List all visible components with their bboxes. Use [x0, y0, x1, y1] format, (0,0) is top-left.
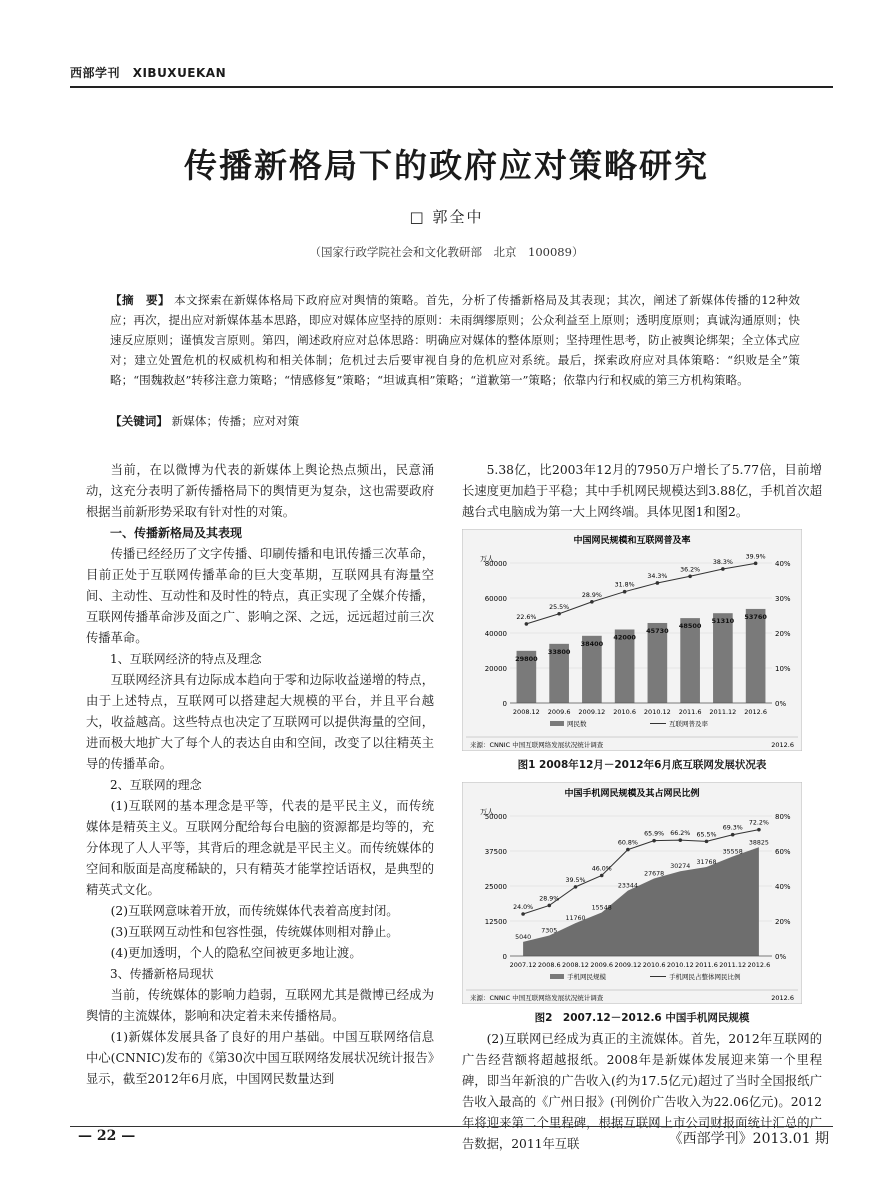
paragraph: (4)更加透明，个人的隐私空间被更多地让渡。 [110, 946, 362, 960]
bar-value-label: 48500 [678, 622, 702, 631]
page-number: — 22 — [78, 1128, 136, 1144]
y2-tick-label: 40% [775, 883, 791, 891]
x-tick-label: 2010.6 [613, 708, 636, 716]
percent-point [548, 904, 552, 908]
y2-tick-label: 0% [775, 700, 787, 708]
x-tick-label: 2012.6 [744, 708, 767, 716]
x-tick-label: 2011.6 [695, 961, 718, 969]
percent-label: 36.2% [680, 566, 701, 574]
header-rule [70, 86, 833, 88]
section-heading: 一、传播新格局及其表现 [110, 526, 243, 540]
source-note: 来源：CNNIC 中国互联网络发展状况统计调查 [470, 741, 604, 749]
bar-value-label: 29800 [515, 654, 538, 663]
paragraph: 互联网经济具有边际成本趋向于零和边际收益递增的特点，由于上述特点，互联网可以搭建起大规模的平台，并且平台越大，收益越高。这些特点也决定了互联网可以提供海量的空间，进而极大地扩大了每个人的表达自由和空间，改变了以往精英主导的传播革命。 [86, 673, 434, 771]
percent-point [688, 575, 692, 579]
abstract-text: 本文探索在新媒体格局下政府应对舆情的策略。首先，分析了传播新格局及其表现；其次，阐述了新媒体传播的12种效应；再次，提出应对新媒体基本思路，即应对媒体应坚持的原则：未雨绸缪原则；公众利益至上原则；透明度原则；真诚沟通原则；快速反应原则；谨慎发言原则。第四，阐述政府应对总体思路：明确应对媒体的整体原则；坚持理性思考，防止被舆论绑架；全立体式应对；建立处置危机的权威机构和相关体制；危机过去后要审视自身的危机应对系统。最后，探索政府应对具体策略：“织败是全”策略；“围魏救赵”转移注意力策略；“情感修复”策略；“坦诚真相”策略；“道歉第一”策略；依靠内行和权威的第三方机构策略。 [110, 293, 800, 387]
area-value-label: 23344 [617, 882, 638, 890]
percent-label: 65.5% [696, 831, 717, 839]
paragraph: 当前，传统媒体的影响力趋弱，互联网尤其是微博已经成为舆情的主流媒体，影响和决定着未来传播格局。 [86, 988, 434, 1023]
x-tick-label: 2009.12 [578, 708, 606, 716]
paragraph: 5.38亿，比2003年12月的7950万户增长了5.77倍，目前增长速度更加趋于平稳；其中手机网民规模达到3.88亿，手机首次超越台式电脑成为第一大上网终端。具体见图1和图2。 [462, 463, 822, 519]
percent-point [600, 874, 604, 878]
bar-value-label: 45730 [646, 626, 669, 635]
figure-1 [462, 529, 822, 751]
percent-label: 66.2% [670, 830, 691, 838]
percent-point [590, 600, 594, 604]
keywords-label: 【关键词】 [110, 414, 168, 428]
percent-label: 38.3% [712, 558, 733, 566]
abstract [110, 290, 800, 390]
paragraph: (1)新媒体发展具备了良好的用户基础。中国互联网络信息中心(CNNIC)发布的《第30次中国互联网络发展状况统计报告》显示，截至2012年6月底，中国网民数量达到 [86, 1030, 434, 1086]
percent-label: 31.8% [614, 581, 635, 589]
bar [680, 618, 700, 703]
keywords-text: 新媒体；传播；应对对策 [171, 414, 300, 428]
percent-point [525, 622, 529, 626]
y-tick-label: 25000 [484, 883, 507, 891]
paragraph: (1)互联网的基本理念是平等，代表的是平民主义，而传统媒体是精英主义。互联网分配给每台电脑的资源都是均等的，充分体现了人人平等，其背后的理念就是平民主义。而传统媒体的空间和版面是高度稀缺的，只有精英才能掌控话语权，是典型的精英式文化。 [86, 799, 434, 897]
y-tick-label: 50000 [484, 813, 507, 821]
journal-name-cn: 西部学刊 [70, 66, 121, 80]
percent-label: 39.9% [745, 553, 766, 561]
author: □ 郭全中 [409, 208, 484, 226]
y2-tick-label: 10% [775, 665, 791, 673]
x-tick-label: 2010.6 [642, 961, 666, 969]
bar-value-label: 51310 [711, 617, 735, 626]
keywords [110, 413, 800, 429]
percent-point [731, 833, 735, 837]
y2-tick-label: 40% [775, 560, 791, 568]
bar-value-label: 53760 [744, 612, 767, 621]
percent-label: 24.0% [513, 904, 534, 911]
y-tick-label: 20000 [484, 665, 507, 673]
subsection-heading: 3、传播新格局现状 [110, 967, 214, 981]
bar-value-label: 38400 [580, 639, 604, 648]
legend-swatch [550, 721, 564, 726]
figure-2-caption: 图2 2007.12－2012.6 中国手机网民规模 [534, 1012, 750, 1024]
percent-point [521, 912, 525, 916]
y2-tick-label: 80% [775, 813, 791, 821]
y-tick-label: 0 [502, 953, 507, 961]
area-value-label: 5040 [515, 933, 532, 941]
percent-label: 25.5% [549, 603, 570, 611]
area-value-label: 27678 [644, 870, 665, 878]
y2-tick-label: 30% [775, 595, 791, 603]
paragraph: (3)互联网互动性和包容性强，传统媒体则相对静止。 [110, 925, 399, 939]
percent-point [757, 828, 761, 832]
x-tick-label: 2008.12 [562, 961, 589, 969]
y2-tick-label: 20% [775, 918, 791, 926]
bar-value-label: 33800 [547, 647, 571, 656]
footer-journal: 《西部学刊》2013.01 期 [668, 1131, 829, 1147]
subsection-heading: 2、互联网的理念 [110, 778, 202, 792]
legend-label: 互联网普及率 [669, 720, 708, 728]
x-tick-label: 2008.6 [537, 961, 561, 969]
journal-name-en: XIBUXUEKAN [132, 66, 227, 80]
percent-label: 46.0% [591, 865, 612, 873]
x-tick-label: 2008.12 [512, 708, 540, 716]
figure-2 [462, 782, 822, 1004]
paragraph: 当前，在以微博为代表的新媒体上舆论热点频出，民意涌动，这充分表明了新传播格局下的舆情更为复杂，这也需要政府根据当前新形势采取有针对性的对策。 [86, 463, 434, 519]
percent-label: 72.2% [748, 819, 769, 827]
running-header [70, 64, 234, 81]
percent-label: 65.9% [644, 830, 665, 838]
paper-title: 传播新格局下的政府应对策略研究 [184, 146, 709, 185]
area-value-label: 35558 [722, 848, 743, 856]
x-tick-label: 2011.6 [678, 708, 702, 716]
area-value-label: 11760 [565, 915, 586, 923]
subsection-heading: 1、互联网经济的特点及理念 [110, 652, 262, 666]
area-value-label: 7305 [541, 927, 558, 935]
percent-point [721, 567, 725, 571]
percent-point [656, 581, 660, 585]
percent-point [754, 562, 758, 566]
y-axis-label: 万人 [480, 555, 494, 563]
abstract-label: 【摘 要】 [110, 293, 170, 307]
paragraph: (2)互联网意味着开放，而传统媒体代表着高度封闭。 [110, 904, 399, 918]
left-column [86, 460, 434, 1090]
percent-label: 28.9% [539, 895, 560, 903]
x-tick-label: 2009.6 [590, 961, 614, 969]
percent-point [652, 839, 656, 843]
percent-point [574, 885, 578, 889]
legend-label: 手机网民占整体网民比例 [669, 973, 741, 981]
chart-title: 中国网民规模和互联网普及率 [573, 536, 691, 546]
x-tick-label: 2010.12 [643, 708, 671, 716]
affiliation: （国家行政学院社会和文化教研部 北京 100089） [309, 245, 584, 259]
area-value-label: 31768 [696, 859, 717, 867]
area-value-label: 38825 [748, 839, 769, 847]
footer-rule [70, 1126, 833, 1127]
percent-label: 22.6% [516, 613, 537, 621]
bar [713, 613, 733, 703]
bar [746, 609, 766, 703]
y-tick-label: 0 [502, 700, 507, 708]
x-tick-label: 2010.12 [666, 961, 694, 969]
y-tick-label: 80000 [484, 560, 507, 568]
paragraph: (2)互联网已经成为真正的主流媒体。首先，2012年互联网的广告经营额将超越报纸。2008年是新媒体发展迎来第一个里程碑，即当年新浪的广告收入(约为17.5亿元)超过了当时全国报纸广告收入最高的《广州日报》(刊例价广告收入为22.06亿元)。2012年将迎来第二个里程碑，根据互联网上市公司财报面统计汇总的广告数据，2011年互联 [462, 1032, 822, 1151]
percent-label: 69.3% [722, 824, 743, 832]
legend-swatch [550, 974, 564, 979]
x-tick-label: 2011.12 [709, 708, 737, 716]
y-tick-label: 60000 [484, 595, 507, 603]
source-date: 2012.6 [771, 994, 794, 1002]
y-tick-label: 37500 [484, 848, 507, 856]
chart-title: 中国手机网民规模及其占网民比例 [564, 789, 700, 799]
percent-point [705, 840, 709, 844]
percent-point [679, 838, 683, 842]
percent-point [557, 612, 561, 616]
area-value-label: 15548 [591, 904, 612, 912]
legend-label: 手机网民规模 [567, 973, 606, 981]
percent-label: 34.3% [647, 572, 668, 580]
y-tick-label: 12500 [484, 918, 507, 926]
x-tick-label: 2009.6 [547, 708, 571, 716]
bar-value-label: 42000 [613, 633, 636, 642]
paragraph: 传播已经经历了文字传播、印刷传播和电讯传播三次革命，目前正处于互联网传播革命的巨大变革期，互联网具有海量空间、主动性、互动性和及时性的特点，真正实现了全媒介传播，互联网传播革命涉及面之广、影响之深、之远，远远超过前三次传播革命。 [86, 547, 434, 645]
y-axis-label: 万人 [480, 808, 494, 816]
y2-tick-label: 0% [775, 953, 787, 961]
y-tick-label: 40000 [484, 630, 507, 638]
percent-point [626, 848, 630, 852]
y2-tick-label: 60% [775, 848, 791, 856]
legend-label: 网民数 [567, 720, 587, 728]
y2-tick-label: 20% [775, 630, 791, 638]
source-note: 来源：CNNIC 中国互联网络发展状况统计调查 [470, 994, 604, 1002]
x-tick-label: 2009.12 [614, 961, 642, 969]
percent-point [623, 590, 627, 594]
percent-label: 39.5% [565, 876, 586, 884]
x-tick-label: 2011.12 [719, 961, 747, 969]
figure-1-chart [462, 529, 802, 751]
x-tick-label: 2007.12 [509, 961, 537, 969]
percent-label: 28.9% [581, 591, 602, 599]
source-date: 2012.6 [771, 741, 794, 749]
right-column [462, 460, 822, 1155]
percent-label: 60.8% [617, 839, 638, 847]
figure-1-caption: 图1 2008年12月－2012年6月底互联网发展状况表 [517, 759, 767, 771]
figure-2-chart [462, 782, 802, 1004]
area-value-label: 30274 [670, 863, 691, 871]
x-tick-label: 2012.6 [747, 961, 771, 969]
